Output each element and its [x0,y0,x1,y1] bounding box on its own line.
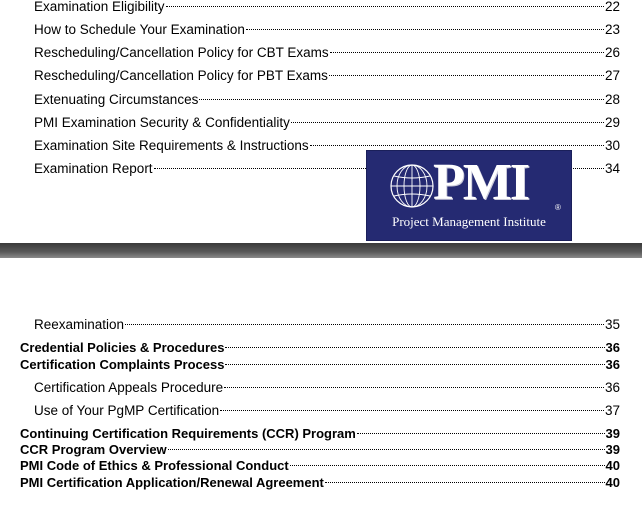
toc-entry-title: Extenuating Circumstances [34,92,199,107]
toc-entry-title: Use of Your PgMP Certification [34,403,220,418]
toc-leader-dots [166,6,604,7]
toc-entry-title: Reexamination [34,317,125,332]
globe-icon [389,163,435,209]
toc-entry-page: 28 [604,92,620,107]
toc-leader-dots [125,324,604,325]
toc-leader-dots [246,29,604,30]
toc-section-page: 39 [605,426,620,441]
toc-leader-dots [291,122,604,123]
toc-leader-dots [168,449,605,450]
toc-section-title: Credential Policies & Procedures [20,340,225,355]
toc-section-page: 36 [605,340,620,355]
toc-section-page: 36 [605,357,620,372]
toc-entry-title: Examination Eligibility [34,0,165,14]
toc-entry[interactable] [34,21,620,39]
toc-leader-dots [225,347,604,348]
toc-entry-page: 27 [604,68,620,83]
toc-section-title: CCR Program Overview [20,442,167,457]
toc-leader-dots [325,482,605,483]
toc-section-page: 40 [605,458,620,473]
toc-leader-dots [357,433,605,434]
toc-entry-title: Rescheduling/Cancellation Policy for PBT Exams [34,68,328,83]
logo-registered-mark: ® [555,203,561,212]
toc-section-title: Continuing Certification Requirements (CCR) Program [20,426,356,441]
toc-entry[interactable] [34,316,620,334]
toc-entry-page: 34 [604,161,620,176]
toc-leader-dots [329,75,604,76]
toc-section[interactable] [20,426,620,442]
toc-leader-dots [290,465,605,466]
toc-section[interactable] [20,458,620,474]
toc-section[interactable] [20,357,620,373]
logo-tagline: Project Management Institute [392,214,546,229]
toc-section-title: PMI Code of Ethics & Professional Conduct [20,458,289,473]
toc-entry-page: 30 [604,138,620,153]
toc-entry-page: 26 [604,45,620,60]
toc-section-page: 40 [605,475,620,490]
logo-wordmark: PMI [433,154,529,211]
toc-section-title: Certification Complaints Process [20,357,225,372]
toc-entry-title: Examination Site Requirements & Instructions [34,138,309,153]
toc-leader-dots [225,364,604,365]
toc-entry-page: 35 [604,317,620,332]
toc-entry-title: How to Schedule Your Examination [34,22,245,37]
toc-page-lower [0,258,642,507]
toc-leader-dots [220,410,604,411]
toc-section[interactable] [20,442,620,458]
toc-entry[interactable] [34,402,620,420]
toc-entry-title: PMI Examination Security & Confidentiality [34,115,290,130]
toc-entry-page: 23 [604,22,620,37]
toc-section[interactable] [20,475,620,491]
toc-section-title: PMI Certification Application/Renewal Agreement [20,475,324,490]
toc-entry[interactable] [34,379,620,397]
toc-entry-page: 37 [604,403,620,418]
toc-entry[interactable] [34,0,620,16]
toc-leader-dots [310,145,604,146]
toc-leader-dots [330,52,604,53]
toc-entry-page: 29 [604,115,620,130]
toc-entry[interactable] [34,67,620,85]
toc-page-upper [0,0,642,243]
toc-entry-page: 36 [604,380,620,395]
toc-leader-dots [224,387,604,388]
toc-entry[interactable] [34,44,620,62]
toc-entry-title: Examination Report [34,161,153,176]
toc-entry-title: Rescheduling/Cancellation Policy for CBT Exams [34,45,329,60]
toc-leader-dots [199,99,604,100]
toc-section[interactable] [20,340,620,356]
toc-entry[interactable] [34,114,620,132]
toc-section-page: 39 [605,442,620,457]
toc-entry[interactable] [34,91,620,109]
toc-entry-page: 22 [604,0,620,14]
pmi-logo [366,150,572,241]
toc-entry-title: Certification Appeals Procedure [34,380,224,395]
page-separator [0,243,642,258]
